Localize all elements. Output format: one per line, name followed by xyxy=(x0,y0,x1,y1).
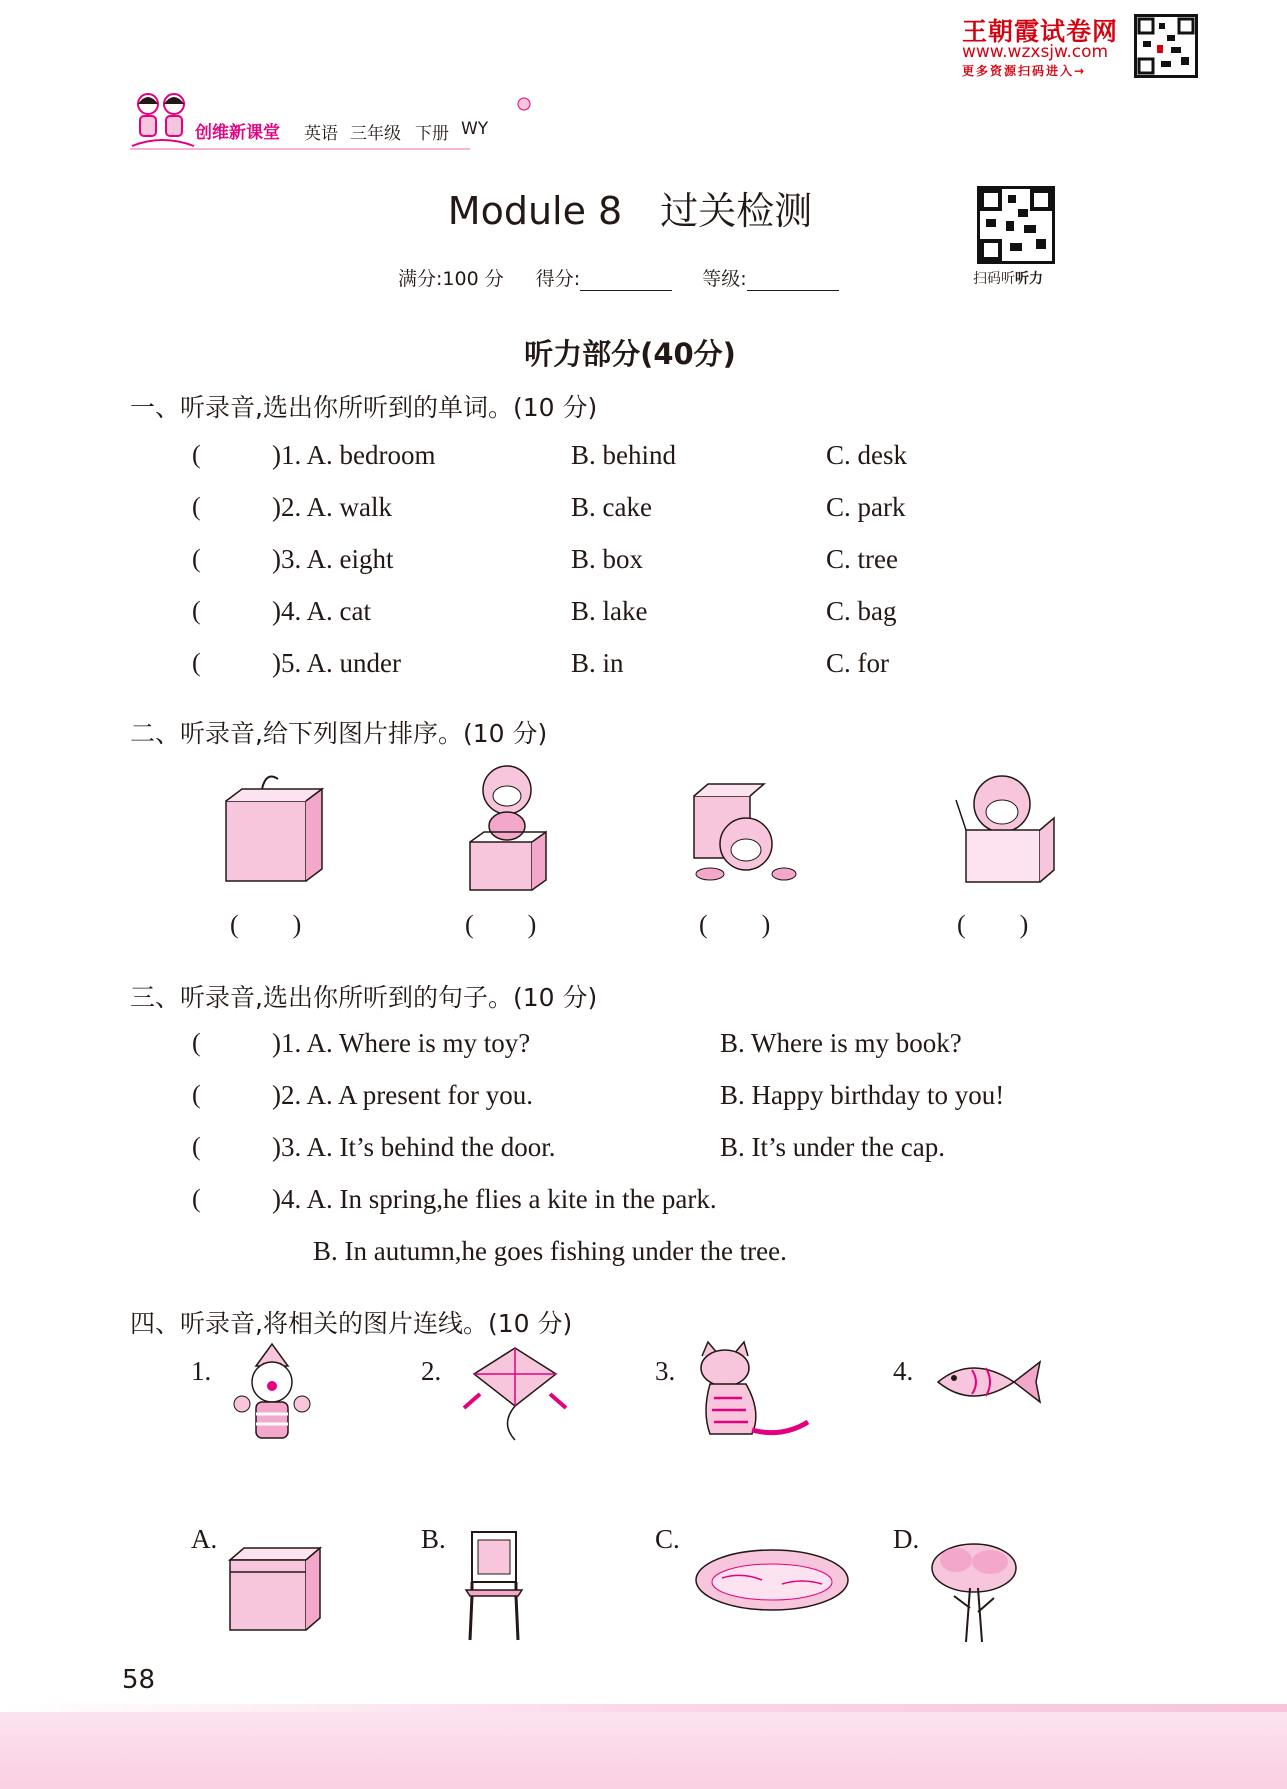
sentence-a: )4. A. In spring,he flies a kite in the park. xyxy=(272,1184,717,1214)
option-c: C. desk xyxy=(826,440,907,470)
site-hint: 更多资源扫码进入→ xyxy=(962,64,1087,78)
page-title: Module 8 过关检测 xyxy=(447,189,813,233)
section-3-heading: 三、听录音,选出你所听到的句子。(10 分) xyxy=(130,983,598,1012)
option-b: B. lake xyxy=(571,596,648,626)
picture-answer-1[interactable]: ( ) xyxy=(230,910,302,939)
option-c: C. for xyxy=(826,648,889,678)
answer-paren[interactable]: ( xyxy=(192,544,201,573)
option-a: )4. A. cat xyxy=(272,596,371,626)
flower-icon xyxy=(514,94,534,118)
answer-paren[interactable]: ( xyxy=(192,596,201,625)
match-label-a: A. xyxy=(191,1524,218,1554)
sentence-a: )1. A. Where is my toy? xyxy=(272,1028,531,1058)
site-url[interactable]: www.wzxsjw.com xyxy=(962,42,1109,62)
section-4-heading: 四、听录音,将相关的图片连线。(10 分) xyxy=(130,1309,573,1338)
qr-code-icon[interactable] xyxy=(1134,14,1198,78)
option-a: )1. A. bedroom xyxy=(272,440,436,470)
picture-answer-4[interactable]: ( ) xyxy=(957,910,1029,939)
score-blank[interactable] xyxy=(580,271,672,291)
option-b: B. behind xyxy=(571,440,676,470)
fish-icon[interactable] xyxy=(932,1352,1044,1416)
answer-paren[interactable]: ( xyxy=(192,648,201,677)
answer-paren[interactable]: ( xyxy=(192,1080,201,1109)
box-icon[interactable] xyxy=(228,1546,324,1636)
match-label-d: D. xyxy=(893,1524,920,1554)
option-b: B. cake xyxy=(571,492,652,522)
chair-icon[interactable] xyxy=(462,1530,526,1646)
grade-label: 等级: xyxy=(702,268,747,290)
picture-answer-3[interactable]: ( ) xyxy=(699,910,771,939)
page-number: 58 xyxy=(122,1665,156,1695)
section-2-heading: 二、听录音,给下列图片排序。(10 分) xyxy=(130,719,548,748)
option-b: B. in xyxy=(571,648,624,678)
option-a: )2. A. walk xyxy=(272,492,392,522)
answer-paren[interactable]: ( xyxy=(192,492,201,521)
section-1-heading: 一、听录音,选出你所听到的单词。(10 分) xyxy=(130,393,598,422)
tree-icon[interactable] xyxy=(926,1538,1022,1648)
brand-name: 创维新课堂 xyxy=(195,123,280,143)
sentence-b: B. It’s under the cap. xyxy=(720,1132,945,1162)
kite-icon[interactable] xyxy=(460,1344,570,1448)
sentence-b: B. Happy birthday to you! xyxy=(720,1080,1005,1110)
footer-band xyxy=(0,1712,1287,1789)
part-title: 听力部分(40分) xyxy=(524,337,736,371)
mascot-icon xyxy=(128,90,198,156)
full-score: 满分:100 分 xyxy=(398,268,504,290)
picture-answer-2[interactable]: ( ) xyxy=(465,910,537,939)
match-label-1: 1. xyxy=(191,1356,212,1386)
option-b: B. box xyxy=(571,544,644,574)
option-c: C. tree xyxy=(826,544,898,574)
answer-paren[interactable]: ( xyxy=(192,1132,201,1161)
answer-paren[interactable]: ( xyxy=(192,1028,201,1057)
answer-paren[interactable]: ( xyxy=(192,1184,201,1213)
monkey-in-box-icon xyxy=(952,770,1062,889)
option-a: )3. A. eight xyxy=(272,544,394,574)
clown-icon[interactable] xyxy=(226,1344,318,1452)
match-label-c: C. xyxy=(655,1524,680,1554)
sentence-a: )2. A. A present for you. xyxy=(272,1080,533,1110)
option-a: )5. A. under xyxy=(272,648,401,678)
monkey-on-box-icon xyxy=(462,762,552,896)
cat-icon[interactable] xyxy=(696,1342,816,1442)
option-c: C. bag xyxy=(826,596,897,626)
sentence-a: )3. A. It’s behind the door. xyxy=(272,1132,556,1162)
grade: 三年级 xyxy=(350,124,401,144)
score-line xyxy=(398,264,863,291)
answer-paren[interactable]: ( xyxy=(192,440,201,469)
grade-blank[interactable] xyxy=(747,271,839,291)
option-c: C. park xyxy=(826,492,906,522)
match-label-3: 3. xyxy=(655,1356,676,1386)
edition: WY xyxy=(461,119,489,139)
qr-caption xyxy=(973,268,1043,288)
monkey-beside-box-icon xyxy=(690,778,800,892)
sentence-b: B. In autumn,he goes fishing under the tree. xyxy=(313,1236,787,1266)
lake-icon[interactable] xyxy=(692,1542,852,1620)
listening-qr-icon[interactable] xyxy=(977,186,1055,264)
qr-caption-b: 听力 xyxy=(1015,271,1043,287)
qr-caption-a: 扫码听 xyxy=(973,271,1015,287)
match-label-2: 2. xyxy=(421,1356,442,1386)
header-divider xyxy=(130,148,470,150)
match-label-b: B. xyxy=(421,1524,446,1554)
site-name: 王朝霞试卷网 xyxy=(962,17,1119,46)
box-lid-open-icon xyxy=(222,775,332,889)
subject: 英语 xyxy=(304,124,338,144)
sentence-b: B. Where is my book? xyxy=(720,1028,962,1058)
score-label: 得分: xyxy=(535,268,581,290)
match-label-4: 4. xyxy=(893,1356,914,1386)
volume: 下册 xyxy=(415,124,449,144)
